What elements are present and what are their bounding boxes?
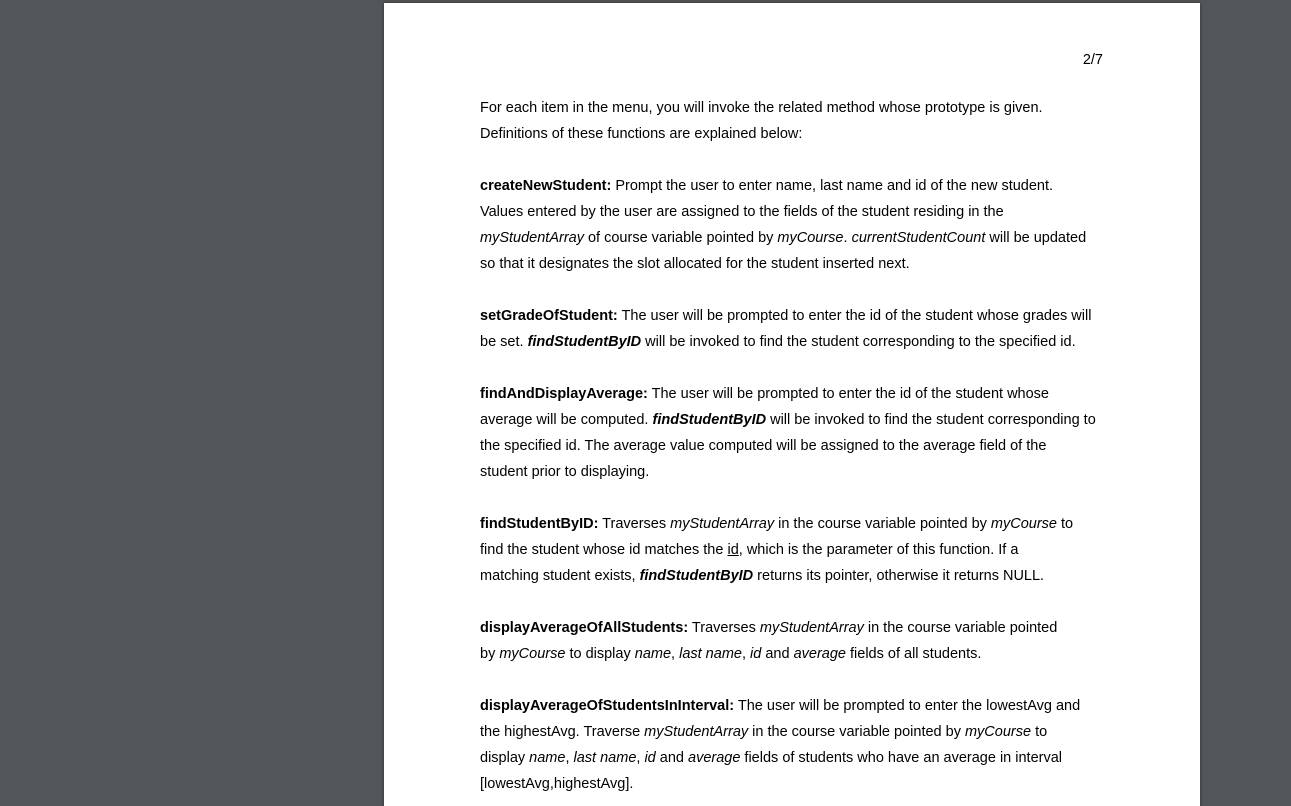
- text-run: will be updated: [985, 230, 1087, 246]
- document-page: [384, 3, 1200, 806]
- text-line: [480, 173, 1120, 199]
- var-ref: myStudentArray: [480, 230, 584, 246]
- function-ref: findStudentByID: [652, 412, 767, 428]
- text-line: [480, 745, 1120, 771]
- text-line: [480, 693, 1120, 719]
- text-line: [480, 225, 1120, 251]
- text-run: will be invoked to find the student corresponding to the specified id.: [641, 334, 1076, 350]
- field-ref: name: [529, 750, 566, 766]
- var-ref: myCourse: [777, 230, 844, 246]
- text-run: , which is the parameter of this function. If a: [738, 542, 1019, 558]
- text-run: in the course variable pointed: [863, 620, 1058, 636]
- text-run: and: [761, 646, 794, 662]
- field-ref: average: [688, 750, 741, 766]
- text-line: [480, 511, 1120, 537]
- text-run: average will be computed.: [480, 412, 653, 428]
- display-average-of-students-in-interval-paragraph: [480, 693, 1120, 797]
- var-ref: myCourse: [499, 646, 566, 662]
- text-line: the specified id. The average value computed will be assigned to the average field of the: [480, 438, 1047, 454]
- text-run: and: [655, 750, 688, 766]
- find-student-by-id-paragraph: [480, 511, 1120, 589]
- text-line: For each item in the menu, you will invoke the related method whose prototype is given.: [480, 100, 1043, 116]
- text-line: [480, 381, 1120, 407]
- text-run: by: [480, 646, 500, 662]
- field-ref: id: [644, 750, 656, 766]
- set-grade-of-student-paragraph: [480, 303, 1120, 355]
- field-ref: id: [750, 646, 762, 662]
- text-run: The user will be prompted to enter the id of the student whose: [647, 386, 1049, 402]
- text-run: The user will be prompted to enter the lowestAvg and: [734, 698, 1081, 714]
- function-ref: findStudentByID: [527, 334, 642, 350]
- create-new-student-paragraph: [480, 173, 1120, 277]
- page-number: 2/7: [1082, 52, 1103, 68]
- field-ref: name: [634, 646, 672, 662]
- page-content: [480, 95, 1120, 806]
- text-line: student prior to displaying.: [480, 464, 650, 480]
- function-name: displayAverageOfStudentsInInterval:: [480, 698, 735, 714]
- var-ref: myStudentArray: [644, 724, 749, 740]
- display-average-of-all-students-paragraph: [480, 615, 1120, 667]
- text-line: so that it designates the slot allocated for the student inserted next.: [480, 256, 910, 272]
- intro-paragraph: [480, 95, 1120, 147]
- text-run: the highestAvg. Traverse: [480, 724, 645, 740]
- text-run: to: [1057, 516, 1074, 532]
- function-name: setGradeOfStudent:: [480, 308, 618, 324]
- text-run: find the student whose id matches the: [480, 542, 728, 558]
- var-ref: myStudentArray: [670, 516, 775, 532]
- text-run: .: [843, 230, 852, 246]
- text-run: Traverses: [598, 516, 671, 532]
- text-line: [480, 407, 1120, 433]
- text-line: [480, 615, 1120, 641]
- var-ref: currentStudentCount: [851, 230, 986, 246]
- text-run: ,: [636, 750, 645, 766]
- text-line: [lowestAvg,highestAvg].: [480, 776, 634, 792]
- field-ref: last name: [679, 646, 742, 662]
- text-run: be set.: [480, 334, 528, 350]
- find-and-display-average-paragraph: [480, 381, 1120, 485]
- field-ref: average: [793, 646, 846, 662]
- param-ref: id: [727, 542, 739, 558]
- text-run: to display: [565, 646, 635, 662]
- text-line: [480, 719, 1120, 745]
- text-run: in the course variable pointed by: [774, 516, 991, 532]
- text-run: matching student exists,: [480, 568, 640, 584]
- text-run: The user will be prompted to enter the id of the student whose grades will: [617, 308, 1092, 324]
- text-run: returns its pointer, otherwise it returns NULL.: [753, 568, 1045, 584]
- var-ref: myStudentArray: [759, 620, 864, 636]
- text-run: ,: [671, 646, 680, 662]
- function-name: displayAverageOfAllStudents:: [480, 620, 689, 636]
- var-ref: myCourse: [964, 724, 1032, 740]
- text-run: ,: [565, 750, 574, 766]
- text-line: [480, 303, 1120, 329]
- text-run: Prompt the user to enter name, last name and id of the new student.: [611, 178, 1054, 194]
- function-name: findAndDisplayAverage:: [480, 386, 648, 402]
- function-name: createNewStudent:: [480, 178, 612, 194]
- text-run: to: [1031, 724, 1048, 740]
- text-run: Traverses: [688, 620, 760, 636]
- text-line: [480, 537, 1120, 563]
- text-run: display: [480, 750, 530, 766]
- text-line: Definitions of these functions are explained below:: [480, 126, 803, 142]
- text-line: [480, 329, 1120, 355]
- text-line: Values entered by the user are assigned to the fields of the student residing in the: [480, 204, 1004, 220]
- text-line: [480, 563, 1120, 589]
- text-line: [480, 641, 1120, 667]
- function-ref: findStudentByID: [639, 568, 754, 584]
- text-run: will be invoked to find the student corresponding to: [766, 412, 1096, 428]
- text-run: of course variable pointed by: [583, 230, 778, 246]
- var-ref: myCourse: [990, 516, 1057, 532]
- function-name: findStudentByID:: [480, 516, 599, 532]
- text-run: fields of all students.: [845, 646, 982, 662]
- field-ref: last name: [573, 750, 637, 766]
- text-run: ,: [741, 646, 751, 662]
- text-run: fields of students who have an average in interval: [740, 750, 1063, 766]
- text-run: in the course variable pointed by: [748, 724, 965, 740]
